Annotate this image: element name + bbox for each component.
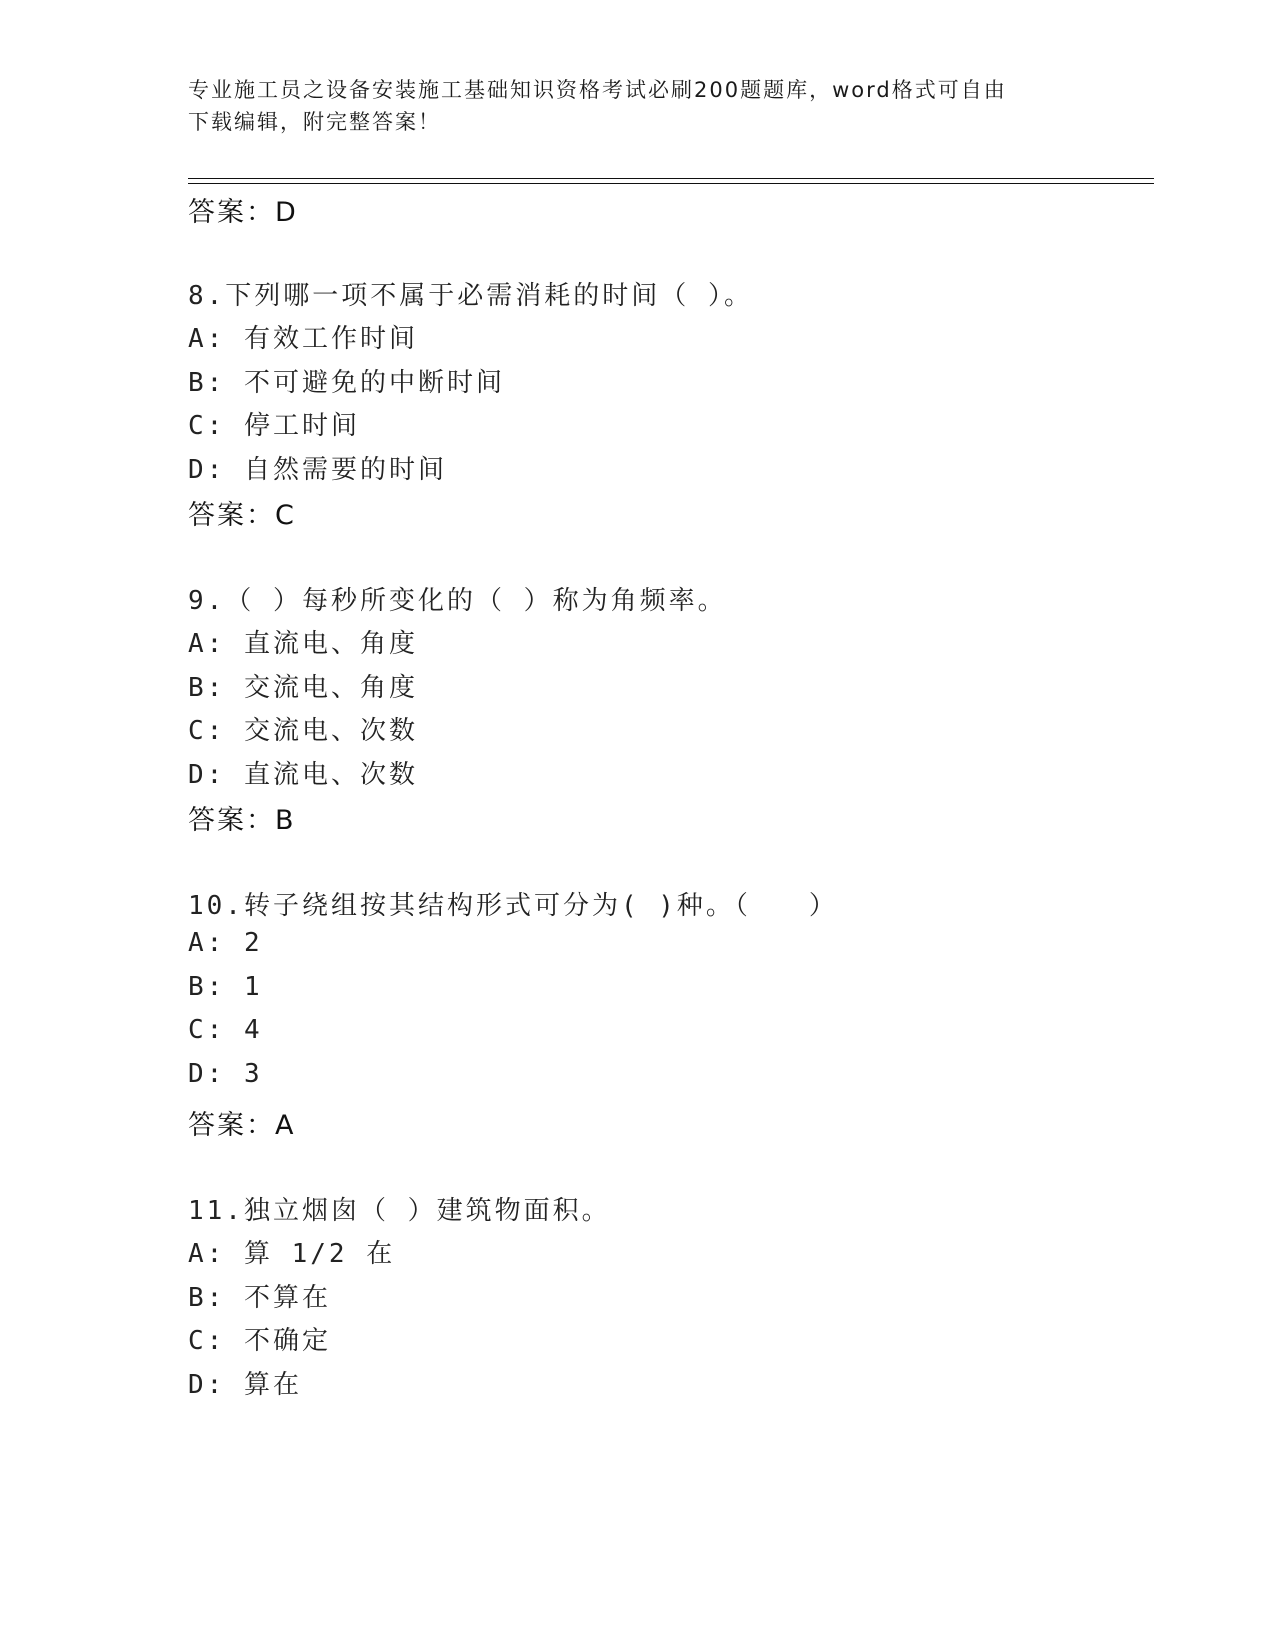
document-header [188,74,1068,138]
option-c: C: 不确定 [188,1326,331,1356]
option-a: A: 有效工作时间 [188,324,418,354]
question-stem: 10.转子绕组按其结构形式可分为( )种。（ ） [188,891,838,921]
header-divider-top [188,178,1154,179]
option-d: D: 直流电、次数 [188,760,418,790]
option-b: B: 交流电、角度 [188,673,418,703]
answer-label: 答案：A [188,1110,296,1141]
option-a: A: 2 [188,928,263,958]
option-d: D: 3 [188,1059,263,1089]
header-divider-bottom [188,183,1154,184]
answer-label: 答案：B [188,805,296,836]
option-d: D: 自然需要的时间 [188,455,447,485]
question-stem: 9.（ ）每秒所变化的（ ）称为角频率。 [188,586,727,616]
header-line-1: 专业施工员之设备安装施工基础知识资格考试必刷200题题库，word格式可自由 [188,78,1007,102]
question-stem: 11.独立烟囱（ ）建筑物面积。 [188,1196,611,1226]
option-c: C: 交流电、次数 [188,716,418,746]
option-d: D: 算在 [188,1370,302,1400]
answer-label: 答案：C [188,500,296,531]
option-b: B: 不算在 [188,1283,331,1313]
option-b: B: 1 [188,972,263,1002]
option-c: C: 停工时间 [188,411,360,441]
answer-label: 答案：D [188,197,298,228]
header-line-2: 下载编辑，附完整答案！ [188,110,441,134]
option-a: A: 算 1/2 在 [188,1239,396,1269]
option-c: C: 4 [188,1015,263,1045]
option-b: B: 不可避免的中断时间 [188,368,505,398]
question-stem: 8.下列哪一项不属于必需消耗的时间（ ）。 [188,281,753,311]
option-a: A: 直流电、角度 [188,629,418,659]
